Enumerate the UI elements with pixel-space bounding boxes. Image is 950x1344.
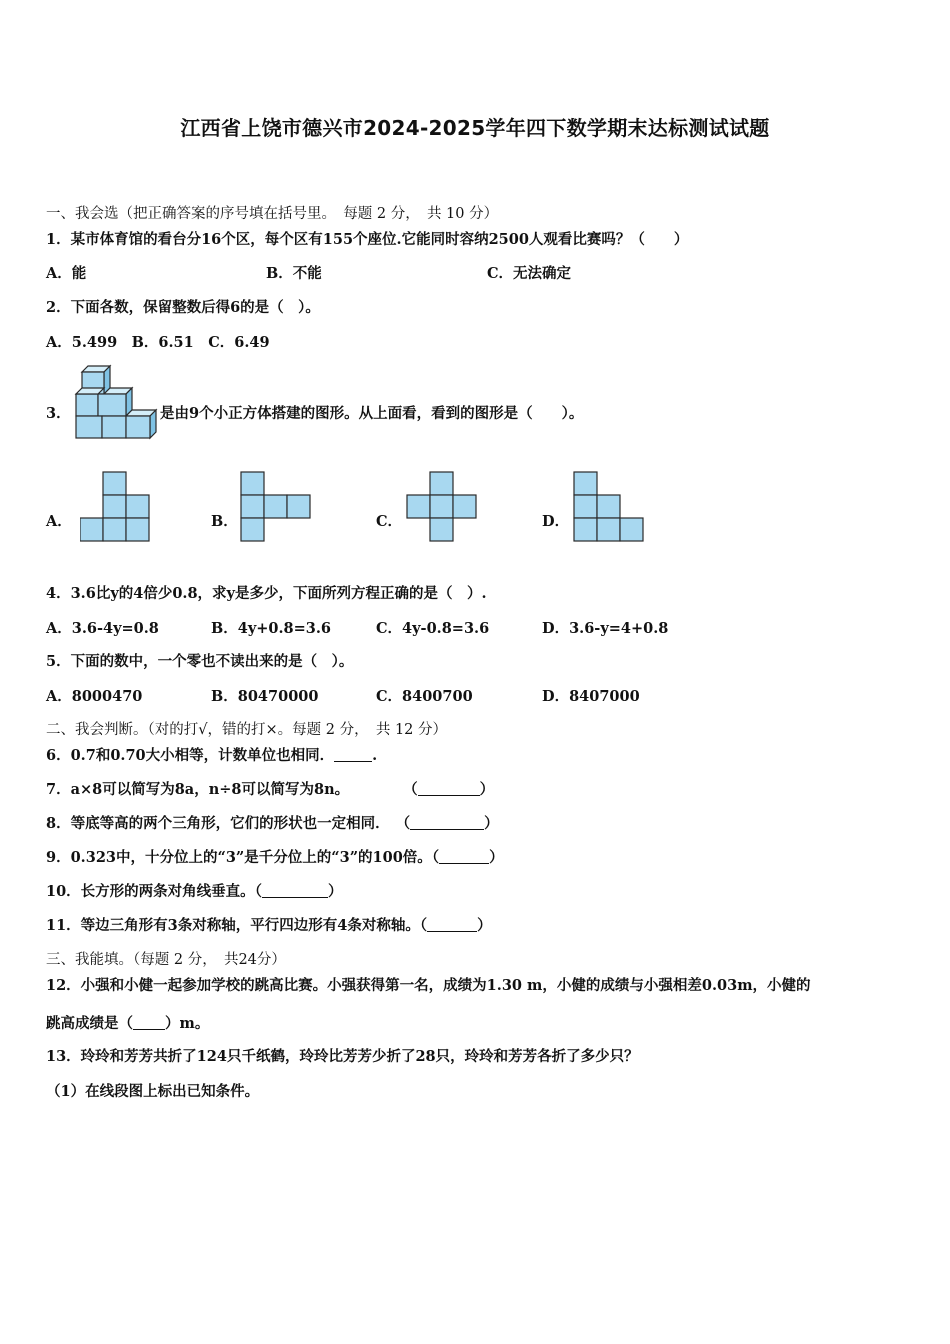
q8-text: 8．等底等高的两个三角形，它们的形状也一定相同． [46,815,390,832]
section-2-heading: 二、我会判断。（对的打√，错的打×。每题 2 分， 共 12 分） [46,722,447,738]
question-5: 5．下面的数中，一个零也不读出来的是（ ）。 [46,653,354,670]
q8-paren-open: （ [395,815,411,832]
q10-paren-close: ） [327,883,343,900]
q1-option-b[interactable]: B．不能 [266,265,322,282]
question-9 [46,846,504,867]
q5-option-d[interactable]: D．8407000 [542,688,640,705]
question-11 [46,914,492,935]
q5-option-c[interactable]: C．8400700 [376,688,473,705]
q2-options[interactable]: A．5.499 B．6.51 C．6.49 [46,334,270,351]
q5-option-a[interactable]: A．8000470 [46,688,143,705]
q6-end: . [372,747,378,764]
q7-paren-close: ） [479,781,495,798]
q10-text: 10．长方形的两条对角线垂直。 [46,883,255,900]
q9-answer-blank[interactable] [439,849,489,864]
question-13-part-1: （1）在线段图上标出已知条件。 [46,1083,260,1100]
q11-answer-blank[interactable] [427,917,477,932]
q3-option-c-label[interactable]: C． [376,513,403,530]
q3-option-d-label[interactable]: D． [542,513,570,530]
q9-paren-close: ） [489,849,504,866]
question-6 [46,744,377,765]
q11-paren-open: （ [419,917,428,934]
q3-option-b-label[interactable]: B． [211,513,238,530]
q6-answer-blank[interactable] [334,747,372,762]
q4-option-c[interactable]: C．4y-0.8=3.6 [376,620,490,637]
q7-paren-open: （ [403,781,418,798]
question-1: 1．某市体育馆的看台分16个区，每个区有155个座位.它能同时容纳2500人观看比赛吗？（ ） [46,231,689,248]
q3-option-d-figure[interactable] [573,471,645,543]
q6-text: 6．0.7和0.70大小相等，计数单位也相同． [46,747,335,764]
section-1-heading: 一、我会选（把正确答案的序号填在括号里。 每题 2 分， 共 10 分） [46,206,499,222]
q3-option-a-figure[interactable] [80,471,152,543]
question-12-line-1: 12．小强和小健一起参加学校的跳高比赛。小强获得第一名，成绩为1.30 m，小健的成绩与小强相差0.03m，小健的 [46,977,811,994]
question-7 [46,778,494,799]
q10-answer-blank[interactable] [262,883,328,898]
q4-option-d[interactable]: D．3.6-y=4+0.8 [542,620,669,637]
q11-paren-close: ） [477,917,492,934]
q9-paren-open: （ [431,849,440,866]
q5-option-b[interactable]: B．80470000 [211,688,319,705]
q3-option-a-label[interactable]: A． [46,513,72,530]
question-8 [46,812,499,833]
q4-option-b[interactable]: B．4y+0.8=3.6 [211,620,332,637]
q8-paren-close: ） [484,815,499,832]
question-2: 2．下面各数，保留整数后得6的是（ ）。 [46,299,320,316]
q11-text: 11．等边三角形有3条对称轴，平行四边形有4条对称轴。 [46,917,420,934]
q10-paren-open: （ [254,883,262,900]
q9-text: 9．0.323中，十分位上的“3”是千分位上的“3”的100倍。 [46,849,432,866]
question-10 [46,880,342,901]
q1-option-a[interactable]: A．能 [46,265,87,282]
section-3-heading: 三、我能填。（每题 2 分， 共24分） [46,952,286,968]
question-4: 4．3.6比y的4倍少0.8，求y是多少，下面所列方程正确的是（ ）. [46,585,487,602]
q3-option-c-figure[interactable] [406,471,478,543]
q12-text-pre: 跳高成绩是（ [46,1015,133,1032]
question-13: 13．玲玲和芳芳共折了124只千纸鹤，玲玲比芳芳少折了28只，玲玲和芳芳各折了多少只？ [46,1048,639,1065]
q3-cube-stack-figure [70,362,162,444]
q3-option-b-figure[interactable] [240,471,312,543]
q3-number: 3． [46,405,71,422]
question-3: 是由9个小正方体搭建的图形。从上面看，看到的图形是（ ）。 [160,405,584,422]
q4-option-a[interactable]: A．3.6-4y=0.8 [46,620,159,637]
q7-answer-blank[interactable] [418,781,480,796]
question-12-line-2 [46,1012,209,1033]
q12-text-post: ）m。 [165,1015,210,1032]
q12-answer-blank[interactable] [133,1015,165,1030]
page-title: 江西省上饶市德兴市2024-2025学年四下数学期末达标测试试题 [180,116,770,140]
q8-answer-blank[interactable] [410,815,484,830]
q1-option-c[interactable]: C．无法确定 [487,265,572,282]
q7-text: 7．a×8可以简写为8a，n÷8可以简写为8n。 [46,781,350,798]
